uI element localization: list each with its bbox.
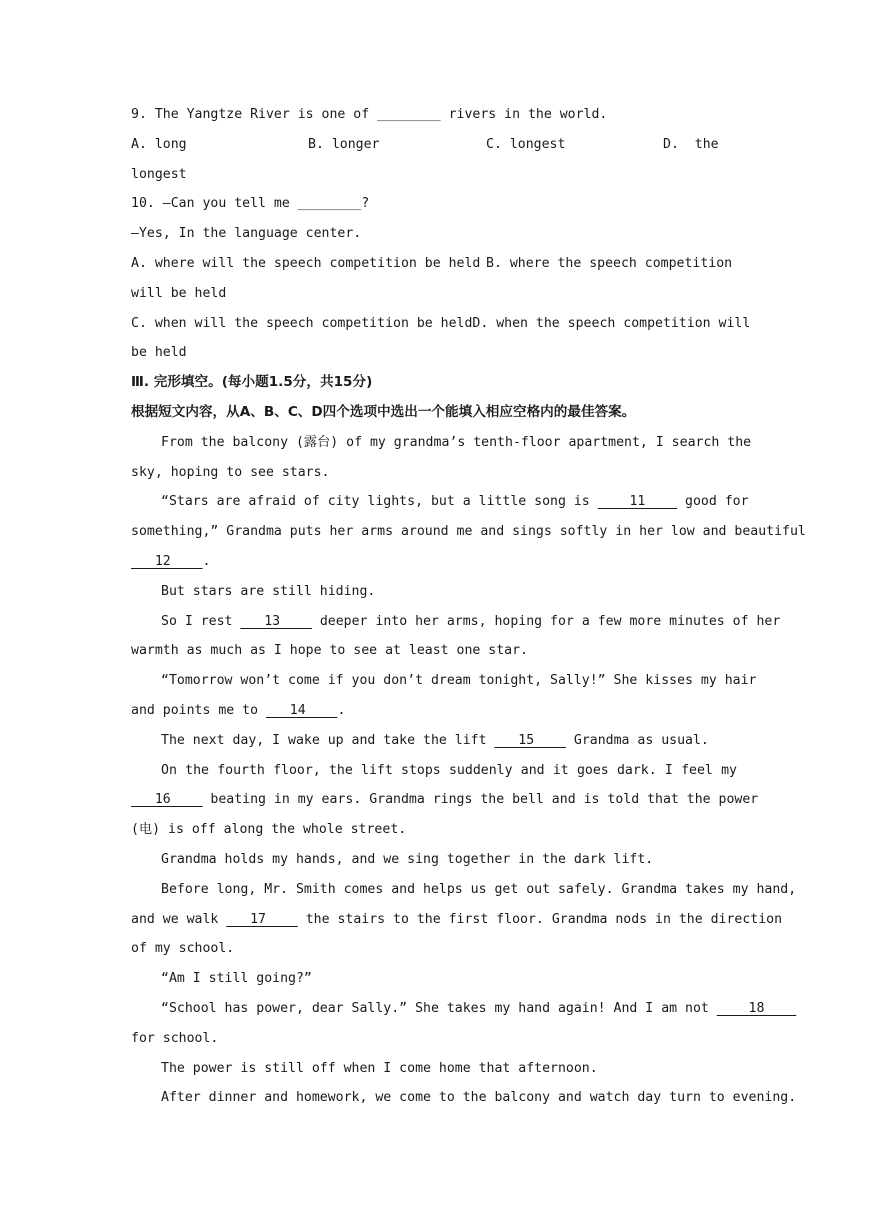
- question-9-stem: 9. The Yangtze River is one of ________ rivers in the world.: [131, 107, 608, 122]
- passage-line: sky, hoping to see stars.: [131, 464, 330, 480]
- option-c: C. longest: [486, 136, 566, 152]
- question-10-stem: 10. —Can you tell me ________?: [131, 196, 370, 212]
- passage-line: for school.: [131, 1030, 219, 1046]
- option-c: C. when will the speech competition be held: [131, 315, 473, 331]
- option-d: D. when the speech competition will: [472, 315, 751, 331]
- option-d-continued: be held: [131, 345, 187, 361]
- passage-line: The next day, I wake up and take the lift 15 Grandma as usual.: [131, 726, 737, 756]
- option-a: A. where will the speech competition be held: [131, 255, 481, 271]
- question-10-options-ab: [131, 249, 737, 279]
- passage-line: Grandma holds my hands, and we sing together in the dark lift.: [161, 851, 654, 867]
- passage-line: Before long, Mr. Smith comes and helps us get out safely. Grandma takes my hand,: [161, 881, 797, 897]
- passage-line: warmth as much as I hope to see at least one star.: [131, 643, 528, 659]
- passage-line: The power is still off when I come home that afternoon.: [161, 1060, 598, 1076]
- passage-line: “School has power, dear Sally.” She takes my hand again! And I am not 18: [131, 994, 737, 1024]
- passage-line: of my school.: [131, 941, 235, 957]
- passage-line: 12 .: [131, 547, 737, 577]
- blank-13: 13: [240, 613, 312, 629]
- option-b: B. where the speech competition: [486, 255, 733, 271]
- blank-15: 15: [494, 732, 566, 748]
- section-title: Ⅲ. 完形填空。(每小题1.5分，共15分): [131, 374, 373, 391]
- passage-line: On the fourth floor, the lift stops suddenly and it goes dark. I feel my: [161, 762, 737, 778]
- passage-line: “Am I still going?”: [161, 971, 312, 987]
- blank-11: 11: [597, 494, 678, 510]
- option-b: B. longer: [308, 136, 380, 152]
- passage-line: “Tomorrow won’t come if you don’t dream tonight, Sally!” She kisses my hair: [161, 673, 757, 689]
- blank-16: 16: [131, 792, 203, 808]
- question-9-options: [131, 130, 737, 160]
- blank-12: 12: [131, 553, 203, 569]
- option-a: A. long: [131, 136, 187, 152]
- passage-line: But stars are still hiding.: [161, 583, 376, 599]
- blank-17: 17: [226, 911, 298, 927]
- exam-page: [131, 100, 806, 1113]
- passage-line: From the balcony (露台) of my grandma’s tenth-floor apartment, I search the: [161, 434, 752, 450]
- passage-line: and points me to 14 .: [131, 696, 737, 726]
- passage-line: something,” Grandma puts her arms around me and sings softly in her low and beautiful: [131, 524, 806, 540]
- passage-line: “Stars are afraid of city lights, but a little song is 11 good for: [131, 487, 737, 517]
- passage-line: After dinner and homework, we come to the balcony and watch day turn to evening.: [161, 1090, 797, 1106]
- passage-line: 16 beating in my ears. Grandma rings the bell and is told that the power: [131, 785, 737, 815]
- question-10-reply: —Yes, In the language center.: [131, 226, 362, 242]
- blank-18: 18: [716, 1000, 797, 1016]
- option-d-continued: longest: [131, 166, 187, 182]
- passage-line: So I rest 13 deeper into her arms, hoping for a few more minutes of her: [131, 607, 737, 637]
- passage-line: and we walk 17 the stairs to the first floor. Grandma nods in the direction: [131, 905, 737, 935]
- question-10-options-cd: [131, 309, 751, 339]
- passage-line: (电) is off along the whole street.: [131, 822, 407, 838]
- option-d: D. the: [663, 136, 719, 152]
- section-instruction: 根据短文内容，从A、B、C、D四个选项中选出一个能填入相应空格内的最佳答案。: [131, 403, 636, 420]
- blank-14: 14: [265, 702, 338, 718]
- option-b-continued: will be held: [131, 285, 227, 301]
